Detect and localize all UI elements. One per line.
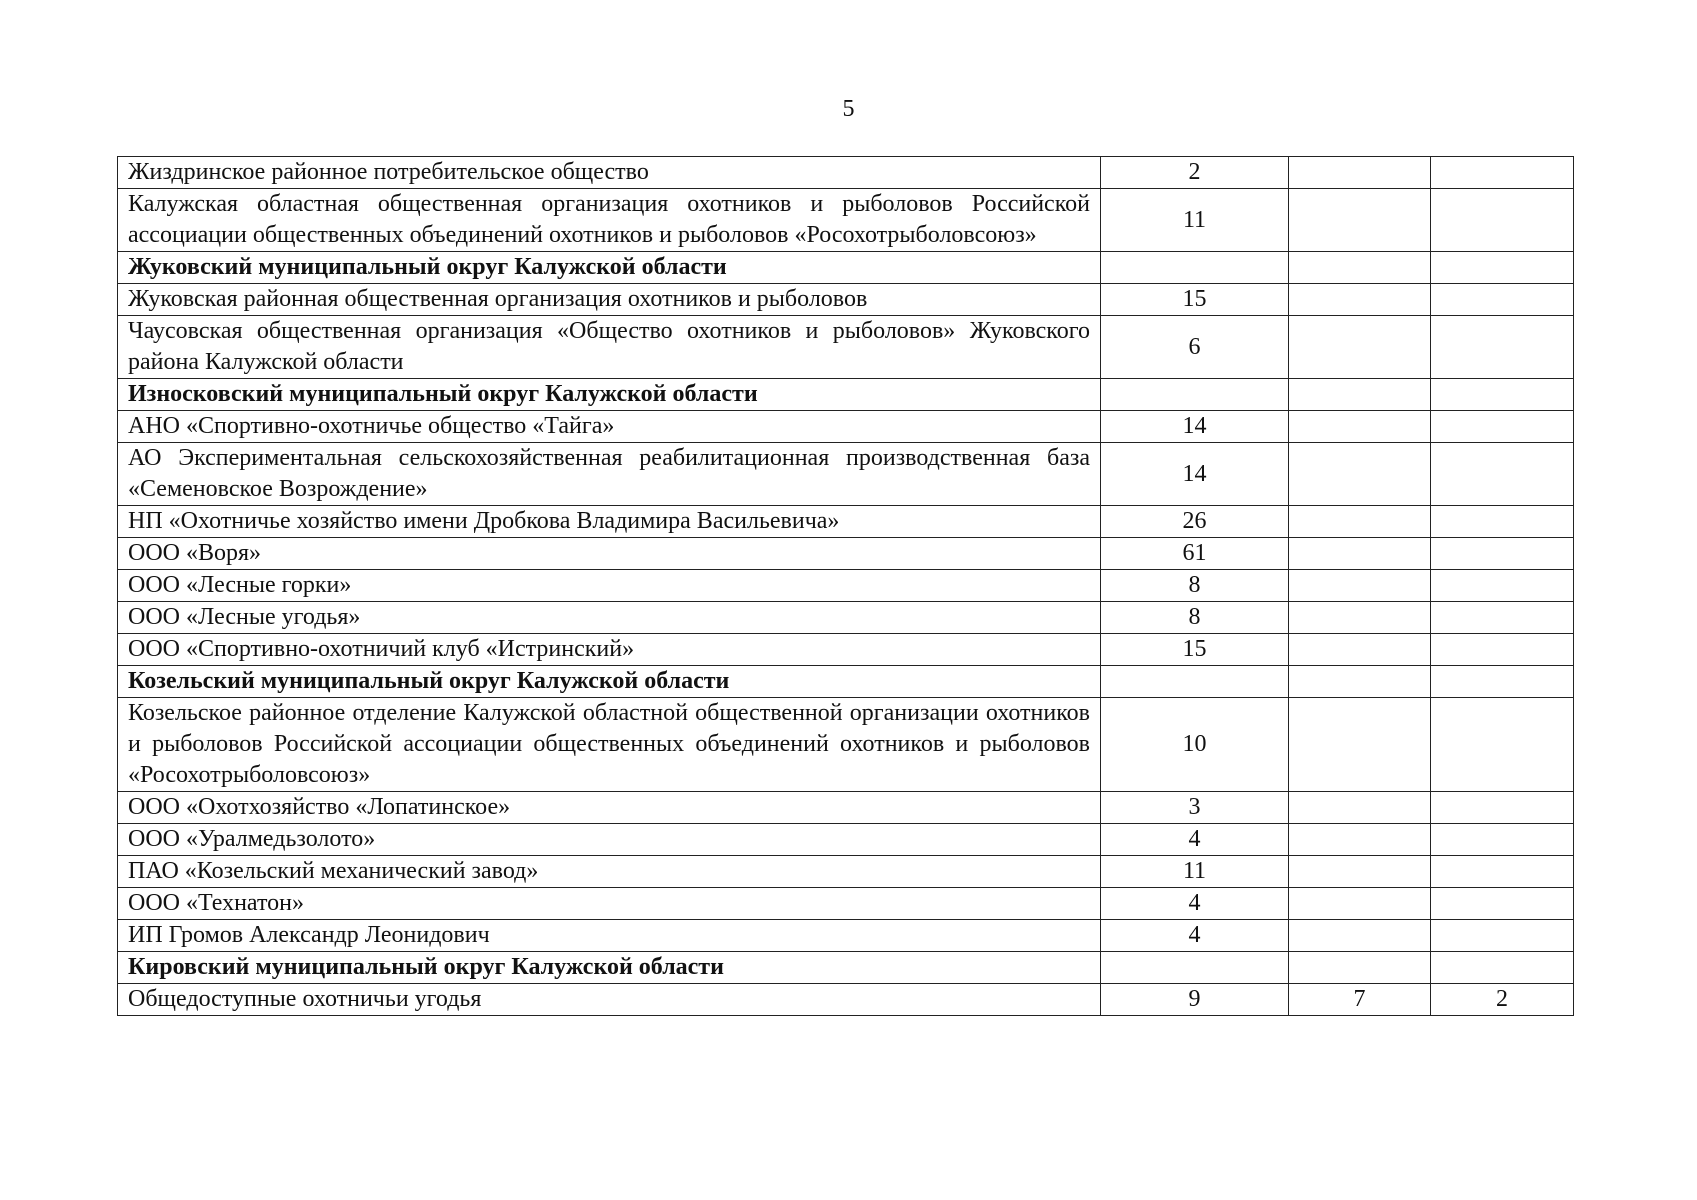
section-header-row <box>118 666 1574 698</box>
organization-name-cell: ООО «Уралмедьзолото» <box>118 824 1101 856</box>
count-column-3-cell <box>1289 698 1431 792</box>
organization-name-cell: Калужская областная общественная организация охотников и рыболовов Российской ассоциации общественных объединений охотников и рыболовов «Росохотрыболовсоюз» <box>118 189 1101 252</box>
total-count-cell <box>1101 252 1289 284</box>
table-row <box>118 888 1574 920</box>
section-header-row <box>118 952 1574 984</box>
count-column-4-cell <box>1431 570 1574 602</box>
count-column-4-cell <box>1431 538 1574 570</box>
count-column-4-cell <box>1431 443 1574 506</box>
total-count-cell: 11 <box>1101 189 1289 252</box>
total-count-cell: 15 <box>1101 634 1289 666</box>
total-count-cell: 8 <box>1101 570 1289 602</box>
total-count-cell <box>1101 666 1289 698</box>
table-row <box>118 984 1574 1016</box>
organization-name-cell: НП «Охотничье хозяйство имени Дробкова Владимира Васильевича» <box>118 506 1101 538</box>
total-count-cell: 14 <box>1101 411 1289 443</box>
table-row <box>118 506 1574 538</box>
count-column-4-cell <box>1431 506 1574 538</box>
count-column-4-cell <box>1431 379 1574 411</box>
district-name-cell: Износковский муниципальный округ Калужской области <box>118 379 1101 411</box>
table-row <box>118 189 1574 252</box>
count-column-3-cell <box>1289 411 1431 443</box>
total-count-cell: 6 <box>1101 316 1289 379</box>
table-row <box>118 792 1574 824</box>
total-count-cell <box>1101 952 1289 984</box>
table-row <box>118 602 1574 634</box>
table-row <box>118 824 1574 856</box>
count-column-3-cell <box>1289 538 1431 570</box>
count-column-3-cell <box>1289 952 1431 984</box>
total-count-cell: 3 <box>1101 792 1289 824</box>
count-column-4-cell <box>1431 252 1574 284</box>
count-column-3-cell <box>1289 824 1431 856</box>
count-column-4-cell <box>1431 157 1574 189</box>
total-count-cell: 4 <box>1101 824 1289 856</box>
table-row <box>118 920 1574 952</box>
table-row <box>118 856 1574 888</box>
count-column-4-cell <box>1431 698 1574 792</box>
count-column-4-cell <box>1431 634 1574 666</box>
total-count-cell: 4 <box>1101 920 1289 952</box>
count-column-4-cell <box>1431 666 1574 698</box>
organization-name-cell: Общедоступные охотничьи угодья <box>118 984 1101 1016</box>
organization-name-cell: ООО «Охотхозяйство «Лопатинское» <box>118 792 1101 824</box>
count-column-3-cell <box>1289 284 1431 316</box>
district-name-cell: Кировский муниципальный округ Калужской области <box>118 952 1101 984</box>
total-count-cell: 4 <box>1101 888 1289 920</box>
total-count-cell: 11 <box>1101 856 1289 888</box>
total-count-cell: 8 <box>1101 602 1289 634</box>
section-header-row <box>118 379 1574 411</box>
count-column-3-cell: 7 <box>1289 984 1431 1016</box>
organization-name-cell: ООО «Спортивно-охотничий клуб «Истринский» <box>118 634 1101 666</box>
organization-name-cell: Козельское районное отделение Калужской областной общественной организации охотников и рыболовов Российской ассоциации общественных объединений охотников и рыболовов «Росохотрыболовсоюз» <box>118 698 1101 792</box>
total-count-cell: 14 <box>1101 443 1289 506</box>
count-column-4-cell <box>1431 411 1574 443</box>
organization-name-cell: ООО «Лесные горки» <box>118 570 1101 602</box>
count-column-3-cell <box>1289 634 1431 666</box>
count-column-3-cell <box>1289 570 1431 602</box>
count-column-3-cell <box>1289 379 1431 411</box>
table-row <box>118 284 1574 316</box>
count-column-4-cell: 2 <box>1431 984 1574 1016</box>
total-count-cell: 26 <box>1101 506 1289 538</box>
district-name-cell: Жуковский муниципальный округ Калужской области <box>118 252 1101 284</box>
count-column-3-cell <box>1289 316 1431 379</box>
count-column-4-cell <box>1431 920 1574 952</box>
total-count-cell: 10 <box>1101 698 1289 792</box>
organization-name-cell: ООО «Технатон» <box>118 888 1101 920</box>
count-column-3-cell <box>1289 792 1431 824</box>
count-column-4-cell <box>1431 284 1574 316</box>
count-column-4-cell <box>1431 824 1574 856</box>
total-count-cell: 61 <box>1101 538 1289 570</box>
total-count-cell: 2 <box>1101 157 1289 189</box>
count-column-4-cell <box>1431 856 1574 888</box>
count-column-3-cell <box>1289 189 1431 252</box>
count-column-4-cell <box>1431 189 1574 252</box>
table-row <box>118 157 1574 189</box>
organization-name-cell: Чаусовская общественная организация «Общество охотников и рыболовов» Жуковского района Калужской области <box>118 316 1101 379</box>
organization-name-cell: Жуковская районная общественная организация охотников и рыболовов <box>118 284 1101 316</box>
table-row <box>118 411 1574 443</box>
count-column-3-cell <box>1289 602 1431 634</box>
count-column-4-cell <box>1431 792 1574 824</box>
organization-name-cell: АНО «Спортивно-охотничье общество «Тайга» <box>118 411 1101 443</box>
total-count-cell: 9 <box>1101 984 1289 1016</box>
table-row <box>118 538 1574 570</box>
count-column-3-cell <box>1289 157 1431 189</box>
organization-name-cell: ООО «Лесные угодья» <box>118 602 1101 634</box>
table-row <box>118 698 1574 792</box>
organization-name-cell: АО Экспериментальная сельскохозяйственная реабилитационная производственная база «Семеновское Возрождение» <box>118 443 1101 506</box>
organization-name-cell: Жиздринское районное потребительское общество <box>118 157 1101 189</box>
count-column-3-cell <box>1289 888 1431 920</box>
count-column-3-cell <box>1289 252 1431 284</box>
count-column-4-cell <box>1431 888 1574 920</box>
table-row <box>118 443 1574 506</box>
count-column-3-cell <box>1289 666 1431 698</box>
hunting-grounds-table <box>117 156 1574 1016</box>
table-row <box>118 316 1574 379</box>
count-column-3-cell <box>1289 920 1431 952</box>
table-row <box>118 634 1574 666</box>
district-name-cell: Козельский муниципальный округ Калужской области <box>118 666 1101 698</box>
count-column-3-cell <box>1289 443 1431 506</box>
organization-name-cell: ИП Громов Александр Леонидович <box>118 920 1101 952</box>
count-column-4-cell <box>1431 952 1574 984</box>
count-column-4-cell <box>1431 316 1574 379</box>
table-row <box>118 570 1574 602</box>
table-body <box>118 157 1574 1016</box>
count-column-3-cell <box>1289 506 1431 538</box>
count-column-4-cell <box>1431 602 1574 634</box>
total-count-cell <box>1101 379 1289 411</box>
count-column-3-cell <box>1289 856 1431 888</box>
organization-name-cell: ПАО «Козельский механический завод» <box>118 856 1101 888</box>
page-number: 5 <box>842 96 855 122</box>
section-header-row <box>118 252 1574 284</box>
organization-name-cell: ООО «Воря» <box>118 538 1101 570</box>
total-count-cell: 15 <box>1101 284 1289 316</box>
